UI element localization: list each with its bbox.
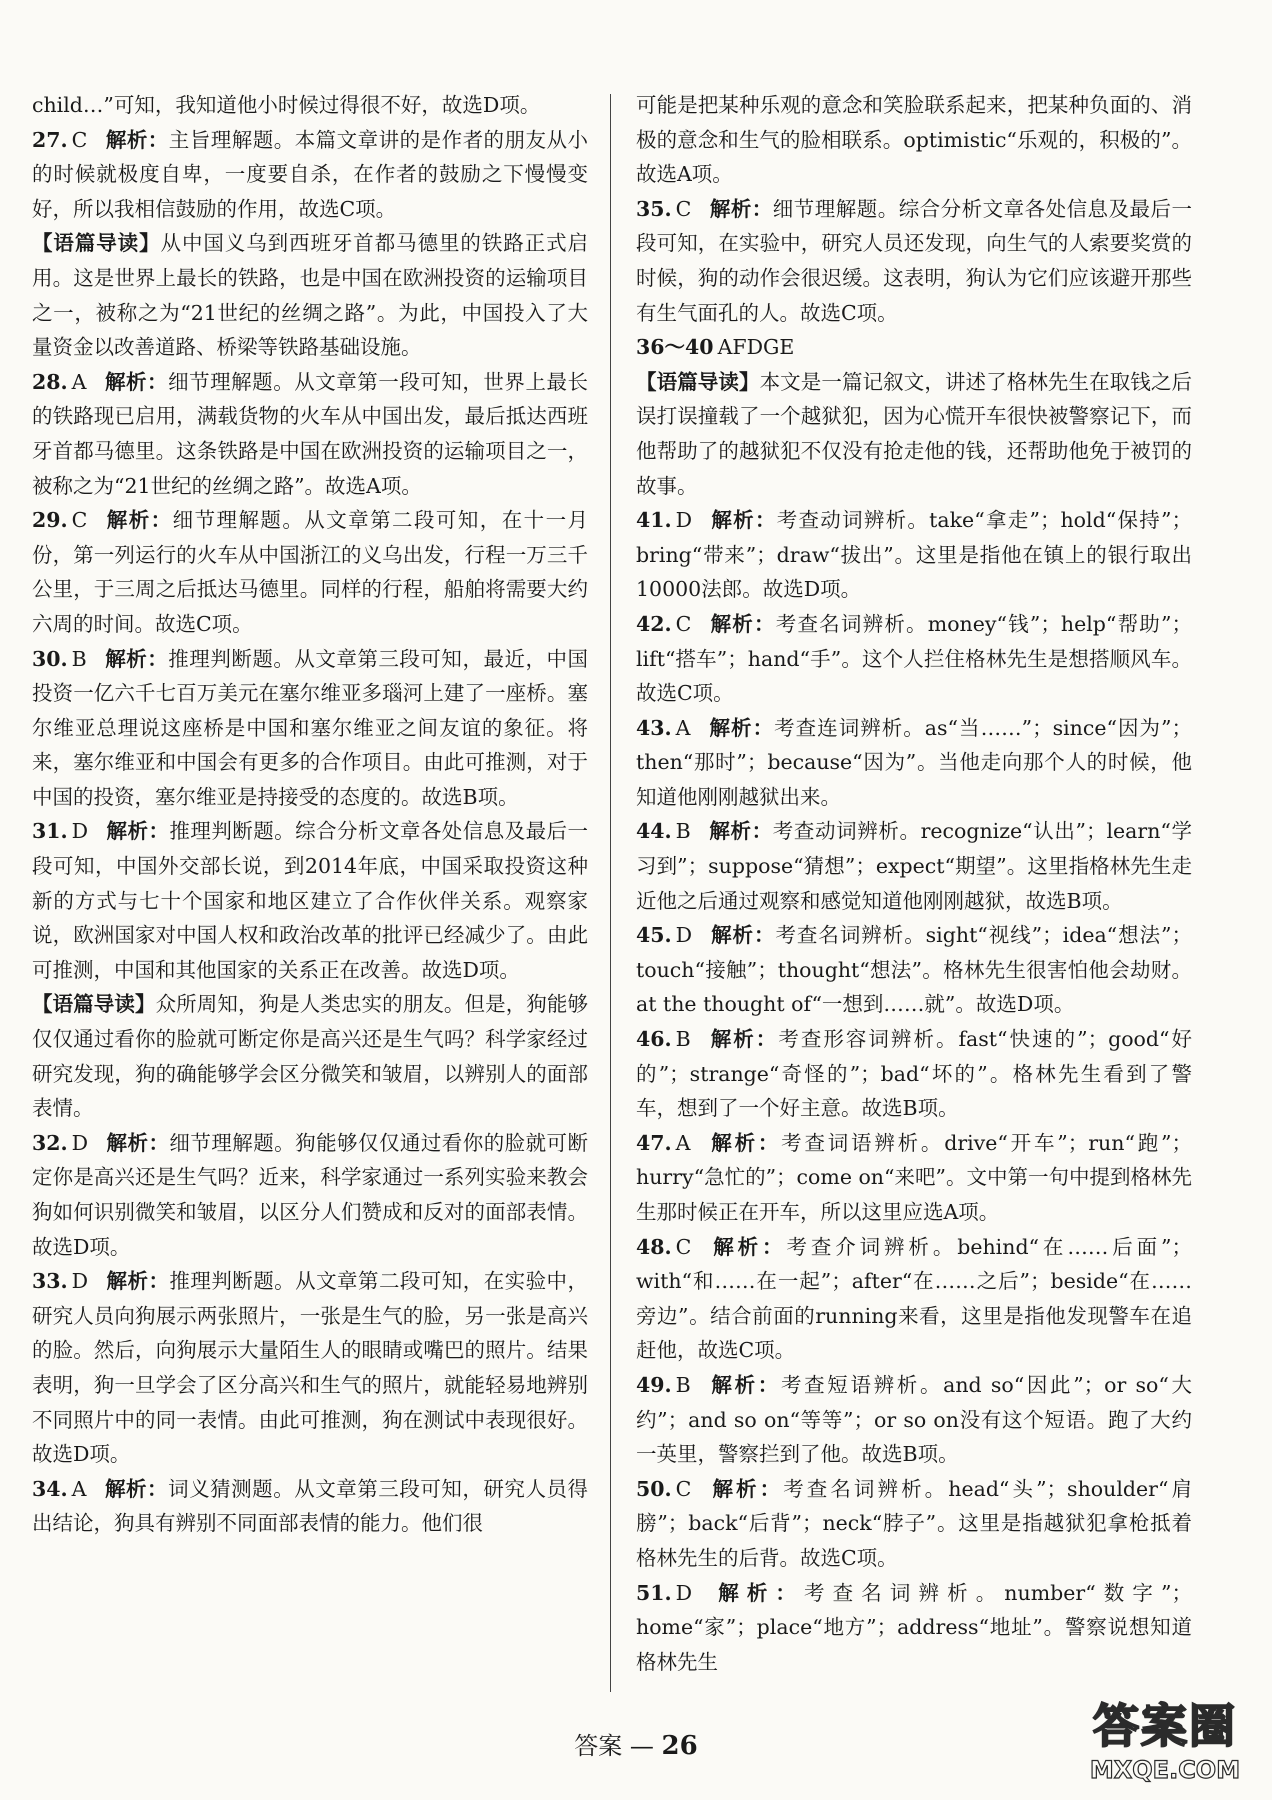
analysis-label: 解析：: [106, 1130, 170, 1155]
analysis-label: 解析：: [104, 1476, 169, 1501]
guide-tag: 【语篇导读】: [636, 369, 760, 394]
site-watermark: [1070, 1690, 1260, 1794]
answer-entry: [636, 1230, 1192, 1368]
entry-text: 从中国义乌到西班牙首都马德里的铁路正式启用。这是世界上最长的铁路，也是中国在欧洲投资的运输项目之一，被称之为“21世纪的丝绸之路”。为此，中国投入了大量资金以改善道路、桥梁等铁路基础设施。: [32, 231, 589, 360]
question-number: 50.: [636, 1476, 672, 1501]
question-number: 49.: [636, 1372, 672, 1397]
question-number: 45.: [636, 923, 672, 948]
question-number: 47.: [636, 1130, 672, 1155]
entry-text: 考查词语辨析。drive“开车”；run“跑”；hurry“急忙的”；come on“来吧”。文中第一句中提到格林先生那时候正在开车，所以这里应选A项。: [636, 1130, 1192, 1224]
question-number: 34.: [32, 1476, 68, 1501]
entry-text: 推理判断题。综合分析文章各处信息及最后一段可知，中国外交部长说，到2014年底，中国采取投资这种新的方式与七十个国家和地区建立了合作伙伴关系。观察家说，欧洲国家对中国人权和政治改革的批评已经减少了。由此可推测，中国和其他国家的关系正在改善。故选D项。: [32, 819, 589, 982]
entry-text: 考查形容词辨析。fast“快速的”；good“好的”；strange“奇怪的”；bad“坏的”。格林先生看到了警车，想到了一个好主意。故选B项。: [636, 1027, 1193, 1121]
answer-letter: D: [71, 1130, 89, 1155]
answer-letter: B: [675, 819, 691, 844]
answer-entry: [636, 711, 1192, 815]
analysis-label: 解析：: [710, 923, 776, 948]
question-number: 32.: [32, 1130, 68, 1155]
analysis-label: 解析：: [106, 819, 170, 844]
analysis-label: 解析：: [709, 1234, 787, 1259]
passage-guide: [32, 987, 588, 1125]
answer-letter: D: [675, 923, 693, 948]
question-number: 29.: [32, 508, 68, 533]
answer-entry: [32, 1472, 588, 1541]
analysis-label: 解析：: [708, 1372, 781, 1397]
answer-entry: [32, 1264, 588, 1472]
answer-entry: [32, 88, 588, 123]
answer-entry: [32, 365, 588, 503]
question-number: 27.: [32, 127, 68, 152]
entry-text: 推理判断题。从文章第二段可知，在实验中，研究人员向狗展示两张照片，一张是生气的脸，另一张是高兴的脸。然后，向狗展示大量陌生人的眼睛或嘴巴的照片。结果表明，狗一旦学会了区分高兴和生气的照片，就能轻易地辨别不同照片中的同一表情。由此可推测，狗在测试中表现很好。故选D项。: [32, 1269, 589, 1467]
answer-letter: A: [675, 1130, 691, 1155]
entry-text: 主旨理解题。本篇文章讲的是作者的朋友从小的时候就极度自卑，一度要自杀，在作者的鼓励之下慢慢变好，所以我相信鼓励的作用，故选C项。: [32, 127, 588, 221]
entry-text: 众所周知，狗是人类忠实的朋友。但是，狗能够仅仅通过看你的脸就可断定你是高兴还是生气吗？科学家经过研究发现，狗的确能够学会区分微笑和皱眉，以辨别人的面部表情。: [32, 992, 588, 1121]
analysis-label: 解析：: [710, 1580, 805, 1605]
entry-text: 考查动词辨析。recognize“认出”；learn“学习到”；suppose“猜想”；expect“期望”。这里指格林先生走近他之后通过观察和感觉知道他刚刚越狱，故选B项。: [636, 819, 1193, 913]
answer-letter: D: [71, 819, 89, 844]
analysis-label: 解析：: [708, 715, 775, 740]
entry-text: 推理判断题。从文章第三段可知，最近，中国投资一亿六千七百万美元在塞尔维亚多瑙河上建了一座桥。塞尔维亚总理说这座桥是中国和塞尔维亚之间友谊的象征。将来，塞尔维亚和中国会有更多的合作项目。由此可推测，对于中国的投资，塞尔维亚是持接受的态度的。故选B项。: [32, 646, 589, 809]
answer-letter: B: [675, 1027, 691, 1052]
entry-text: 考查名词辨析。sight“视线”；idea“想法”；touch“接触”；thought“想法”。格林先生很害怕他会劫财。at the thought of“一想到……就”。故选D项。: [636, 923, 1193, 1017]
entry-text: 考查动词辨析。take“拿走”；hold“保持”；bring“带来”；draw“拔出”。这里是指他在镇上的银行取出10000法郎。故选D项。: [636, 508, 1193, 602]
question-number: 46.: [636, 1027, 672, 1052]
entry-text: 本文是一篇记叙文，讲述了格林先生在取钱之后误打误撞载了一个越狱犯，因为心慌开车很快被警察记下，而他帮助了的越狱犯不仅没有抢走他的钱，还帮助他免于被罚的故事。: [636, 369, 1192, 498]
right-column: [636, 88, 1192, 1679]
analysis-label: 解析：: [106, 1269, 170, 1294]
entry-text: child…”可知，我知道他小时候过得很不好，故选D项。: [32, 93, 541, 117]
analysis-label: 解析：: [104, 369, 169, 394]
answer-letter: B: [675, 1372, 691, 1397]
answer-letter: C: [675, 196, 692, 221]
analysis-label: 解析：: [709, 1476, 784, 1501]
answer-letter: B: [71, 646, 87, 671]
column-divider: [610, 94, 611, 1692]
analysis-label: 解析：: [104, 646, 169, 671]
answer-entry: [636, 1368, 1192, 1472]
entry-text: 考查连词辨析。as“当……”；since“因为”；then“那时”；because“因为”。当他走向那个人的时候，他知道他刚刚越狱出来。: [636, 715, 1193, 809]
question-number: 31.: [32, 819, 68, 844]
guide-tag: 【语篇导读】: [32, 231, 161, 256]
answer-letter: A: [71, 369, 87, 394]
answer-entry: [636, 192, 1192, 330]
answer-entry: [636, 1022, 1192, 1126]
left-column: [32, 88, 588, 1541]
analysis-label: 解析：: [105, 508, 173, 533]
answer-entry: [32, 642, 588, 815]
answer-entry: [32, 814, 588, 987]
answer-entry: [32, 1126, 588, 1264]
analysis-label: 解析：: [708, 1027, 779, 1052]
analysis-label: 解析：: [708, 1130, 782, 1155]
answer-entry: [636, 607, 1192, 711]
answer-letter: C: [675, 1234, 692, 1259]
footer-label: 答案 —: [574, 1732, 654, 1760]
answer-entry: [636, 1576, 1192, 1680]
entry-text: 考查短语辨析。and so“因此”；or so“大约”；and so on“等等”；or so on没有这个短语。跑了大约一英里，警察拦到了他。故选B项。: [636, 1372, 1193, 1467]
question-number: 51.: [636, 1580, 672, 1605]
answer-letter: A: [71, 1476, 87, 1501]
answer-letter: C: [71, 127, 88, 152]
answer-entry: [636, 1126, 1192, 1230]
question-number: 28.: [32, 369, 68, 394]
answer-entry: [636, 88, 1192, 192]
answer-entry: [636, 814, 1192, 918]
answer-letter: A: [675, 715, 691, 740]
entry-text: 可能是把某种乐观的意念和笑脸联系起来，把某种负面的、消极的意念和生气的脸相联系。optimistic“乐观的，积极的”。故选A项。: [636, 93, 1192, 187]
analysis-label: 解析：: [105, 127, 169, 152]
answer-letter: C: [71, 508, 88, 533]
entry-text: 细节理解题。综合分析文章各处信息及最后一段可知，在实验中，研究人员还发现，向生气的人索要奖赏的时候，狗的动作会很迟缓。这表明，狗认为它们应该避开那些有生气面孔的人。故选C项。: [636, 196, 1192, 325]
entry-text: 考查介词辨析。behind“在……后面”；with“和……在一起”；after“在……之后”；beside“在……旁边”。结合前面的running来看，这里是指他发现警车在追赶他，故选C项。: [636, 1234, 1192, 1363]
answer-entry: [636, 1472, 1192, 1576]
question-number: 36～40: [636, 335, 714, 360]
question-number: 48.: [636, 1234, 672, 1259]
question-number: 43.: [636, 715, 672, 740]
answer-letter: D: [71, 1269, 89, 1294]
answer-letter: AFDGE: [717, 335, 795, 360]
analysis-label: 解析：: [708, 819, 773, 844]
question-number: 35.: [636, 196, 672, 221]
question-number: 42.: [636, 611, 672, 636]
entry-text: 考查名词辨析。number“数字”；home“家”；place“地方”；address“地址”。警察说想知道格林先生: [636, 1580, 1192, 1674]
entry-text: 词义猜测题。从文章第三段可知，研究人员得出结论，狗具有辨别不同面部表情的能力。他们很: [32, 1476, 589, 1536]
passage-guide: [636, 365, 1192, 503]
passage-guide: [32, 226, 588, 364]
entry-text: 细节理解题。从文章第一段可知，世界上最长的铁路现已启用，满载货物的火车从中国出发，最后抵达西班牙首都马德里。这条铁路是中国在欧洲投资的运输项目之一，被称之为“21世纪的丝绸之路”。故选A项。: [32, 369, 589, 498]
answer-letter: D: [675, 1580, 693, 1605]
entry-text: 细节理解题。狗能够仅仅通过看你的脸就可断定你是高兴还是生气吗？近来，科学家通过一系列实验来教会狗如何识别微笑和皱眉，以区分人们赞成和反对的面部表情。故选D项。: [32, 1130, 589, 1259]
analysis-label: 解析：: [710, 508, 777, 533]
answer-entry: [636, 330, 1192, 365]
guide-tag: 【语篇导读】: [32, 992, 156, 1017]
entry-text: 考查名词辨析。head“头”；shoulder“肩膀”；back“后背”；neck“脖子”。这里是指越狱犯拿枪抵着格林先生的后背。故选C项。: [636, 1476, 1193, 1570]
entry-text: 考查名词辨析。money“钱”；help“帮助”；lift“搭车”；hand“手”。这个人拦住格林先生是想搭顺风车。故选C项。: [636, 611, 1192, 706]
answer-entry: [636, 503, 1192, 607]
entry-text: 细节理解题。从文章第二段可知，在十一月份，第一列运行的火车从中国浙江的义乌出发，行程一万三千公里，于三周之后抵达马德里。同样的行程，船舶将需要大约六周的时间。故选C项。: [32, 508, 589, 636]
answer-entry: [32, 503, 588, 641]
answer-letter: C: [675, 1476, 692, 1501]
answer-letter: D: [675, 508, 693, 533]
page-number: 26: [661, 1731, 698, 1761]
analysis-label: 解析：: [709, 611, 776, 636]
answer-entry: [636, 918, 1192, 1022]
answer-letter: C: [675, 611, 692, 636]
question-number: 30.: [32, 646, 68, 671]
watermark-url: MXQE.COM: [1089, 1756, 1241, 1784]
question-number: 41.: [636, 508, 672, 533]
analysis-label: 解析：: [709, 196, 773, 221]
answer-entry: [32, 123, 588, 227]
question-number: 33.: [32, 1269, 68, 1294]
watermark-logo-text: 答案圈: [1093, 1699, 1237, 1753]
question-number: 44.: [636, 819, 672, 844]
